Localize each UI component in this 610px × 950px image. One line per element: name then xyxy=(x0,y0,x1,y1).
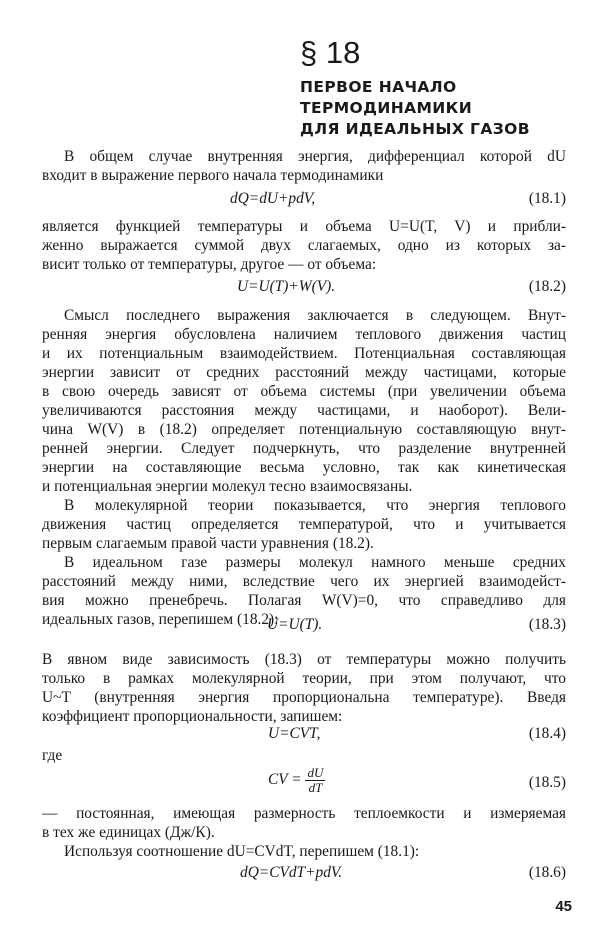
text-line: энергии зависит от средних расстояний между частицами, которые xyxy=(42,364,566,381)
text-line: ренняя энергия обусловлена наличием теплового движения частиц xyxy=(42,326,566,343)
text-line: является функцией температуры и объема U=U(T, V) и прибли- xyxy=(42,218,566,235)
equation-18-5 xyxy=(268,766,325,795)
text-line: Смысл последнего выражения заключается в следующем. Внут- xyxy=(64,307,566,324)
equation-18-1: dQ=dU+pdV, xyxy=(230,190,316,207)
equation-18-6: dQ=CVdT+pdV. xyxy=(240,864,343,881)
text-line: U~T (внутренняя энергия пропорциональна температуре). Введя xyxy=(42,689,566,706)
equation-18-4: U=CVT, xyxy=(268,725,321,742)
equation-number: (18.4) xyxy=(528,725,566,742)
text-line: висит только от температуры, другое — от объема: xyxy=(42,256,377,273)
text-line: только в рамках молекулярной теории, при этом получают, что xyxy=(42,670,566,687)
equation-18-3: U=U(T). xyxy=(267,616,323,633)
text-line: В явном виде зависимость (18.3) от температуры можно получить xyxy=(42,651,566,668)
equation-number: (18.6) xyxy=(528,864,566,881)
fraction-numerator: dU xyxy=(307,765,324,780)
text-line: увеличиваются расстояния между частицами, и наоборот). Вели- xyxy=(42,402,566,419)
text-line: в тех же единицах (Дж/К). xyxy=(42,824,215,841)
equation-number: (18.2) xyxy=(528,278,566,295)
page-number: 45 xyxy=(555,898,572,915)
equation-number: (18.3) xyxy=(528,616,566,633)
text-line: первым слагаемым правой части уравнения (18.2). xyxy=(42,535,374,552)
text-line: входит в выражение первого начала термодинамики xyxy=(42,167,384,184)
section-title-line-3: ДЛЯ ИДЕАЛЬНЫХ ГАЗОВ xyxy=(300,120,530,138)
text-line: чина W(V) в (18.2) определяет потенциальную составляющую внут- xyxy=(42,421,566,438)
fraction-denominator: dT xyxy=(308,780,323,795)
text-line: ренней энергии. Следует подчеркнуть, что разделение внутренней xyxy=(42,440,566,457)
text-line: где xyxy=(42,747,63,764)
text-line: и потенциальная энергии молекул тесно взаимосвязаны. xyxy=(42,478,413,495)
text-line: Используя соотношение dU=CVdT, перепишем (18.1): xyxy=(64,843,420,860)
text-line: — постоянная, имеющая размерность теплоемкости и измеряемая xyxy=(42,805,566,822)
text-line: и их потенциальным взаимодействием. Потенциальная составляющая xyxy=(42,345,566,362)
text-line: идеальных газов, перепишем (18.2): xyxy=(42,611,279,628)
text-line: энергии на составляющие весьма условно, так как кинетическая xyxy=(42,459,566,476)
text-line: коэффициент пропорциональности, запишем: xyxy=(42,708,343,725)
equation-number: (18.5) xyxy=(528,774,566,791)
text-line: вия можно пренебречь. Полагая W(V)=0, что справедливо для xyxy=(42,592,566,609)
text-line: движения частиц определяется температурой, что и учитывается xyxy=(42,516,566,533)
equation-lhs: CV = xyxy=(268,771,302,789)
section-title-line-1: ПЕРВОЕ НАЧАЛО xyxy=(300,78,457,96)
text-line: В молекулярной теории показывается, что энергия теплового xyxy=(64,497,566,514)
text-line: В идеальном газе размеры молекул намного меньше средних xyxy=(64,554,566,571)
equation-18-2: U=U(T)+W(V). xyxy=(237,278,336,295)
section-title-line-2: ТЕРМОДИНАМИКИ xyxy=(300,99,473,117)
text-line: в свою очередь зависят от объема системы (при увеличении объема xyxy=(42,383,566,400)
text-line: расстояний между ними, вследствие чего их энергией взаимодейст- xyxy=(42,573,566,590)
text-line: женно выражается суммой двух слагаемых, одно из которых за- xyxy=(42,237,566,254)
text-line: В общем случае внутренняя энергия, дифференциал которой dU xyxy=(64,148,566,165)
fraction xyxy=(305,766,325,795)
equation-number: (18.1) xyxy=(528,190,566,207)
section-number: § 18 xyxy=(300,35,361,70)
